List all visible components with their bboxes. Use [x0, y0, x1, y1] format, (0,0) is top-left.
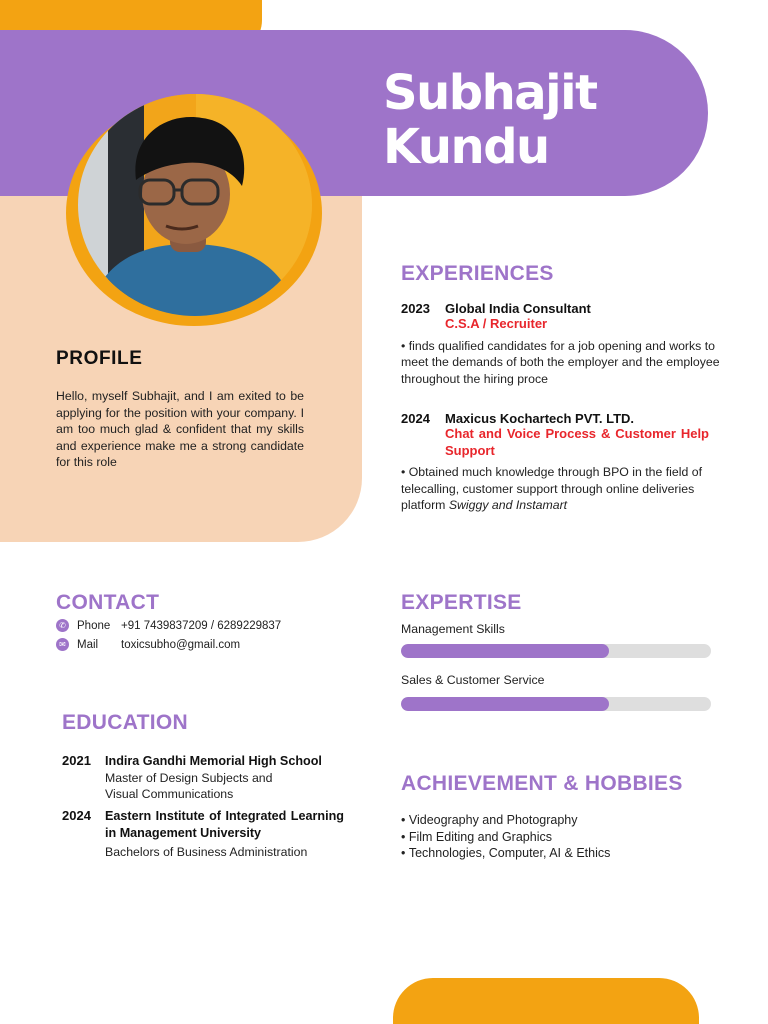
phone-icon: ✆ [56, 619, 69, 632]
experience-company: Maxicus Kochartech PVT. LTD. [445, 411, 635, 426]
education-school: Indira Gandhi Memorial High School [105, 754, 322, 768]
candidate-name [383, 66, 597, 174]
skill-bar-fill [401, 644, 609, 658]
education-year: 2024 [62, 808, 91, 823]
hobby-item: • Film Editing and Graphics [401, 829, 610, 846]
education-item [62, 808, 344, 861]
mail-label: Mail [77, 638, 99, 651]
first-name: Subhajit [383, 65, 597, 121]
experience-year: 2023 [401, 301, 430, 316]
experience-company: Global India Consultant [445, 301, 591, 316]
contact-mail-row [56, 638, 240, 651]
education-degree: Bachelors of Business Administration [105, 845, 308, 859]
hobbies-list [401, 812, 610, 862]
last-name: Kundu [383, 119, 549, 175]
education-heading: EDUCATION [62, 711, 188, 734]
experience-year: 2024 [401, 411, 430, 426]
education-degree: Master of Design Subjects and Visual Communications [105, 770, 273, 801]
profile-text: Hello, myself Subhajit, and I am exited to be applying for the position with your company. I am too much glad & confident that my skills and experience make me a strong candidate for this role [56, 389, 304, 469]
phone-label: Phone [77, 619, 111, 632]
hobby-item: • Videography and Photography [401, 812, 610, 829]
experience-description [401, 464, 709, 514]
skill-label: Sales & Customer Service [401, 673, 545, 687]
education-year: 2021 [62, 753, 91, 768]
skill-bar [401, 644, 711, 658]
skill-label: Management Skills [401, 622, 505, 636]
achievements-heading: ACHIEVEMENT & HOBBIES [401, 772, 683, 795]
experience-description-platforms: Swiggy and Instamart [448, 498, 568, 512]
education-school: Eastern Institute of Integrated Learning in Management University [105, 809, 344, 840]
experiences-heading: EXPERIENCES [401, 262, 554, 285]
skill-item [401, 622, 711, 636]
mail-link[interactable]: toxicsubho@gmail.com [121, 638, 241, 651]
contact-phone-row [56, 619, 281, 632]
phone-value: +91 7439837209 / 6289229837 [121, 619, 282, 632]
experience-role: Chat and Voice Process & Customer Help Support [445, 426, 709, 458]
experience-description-text: • Obtained much knowledge through BPO in the field of telecalling, customer support through online deliveries platform [401, 465, 702, 512]
bottom-orange-accent [393, 978, 699, 1024]
profile-photo [78, 94, 312, 316]
education-item [62, 753, 344, 803]
mail-icon: ✉ [56, 638, 69, 651]
experience-item [401, 411, 709, 514]
experience-item [401, 301, 721, 387]
skill-bar-fill [401, 697, 609, 711]
skill-item [401, 673, 711, 687]
experience-description: • finds qualified candidates for a job opening and works to meet the demands of both the employer and the employee throughout the hiring proce [401, 338, 720, 386]
expertise-heading: EXPERTISE [401, 591, 522, 614]
hobby-item: • Technologies, Computer, AI & Ethics [401, 845, 610, 862]
contact-heading: CONTACT [56, 591, 160, 614]
experience-role: C.S.A / Recruiter [445, 316, 548, 331]
profile-heading: PROFILE [56, 348, 143, 369]
skill-bar [401, 697, 711, 711]
